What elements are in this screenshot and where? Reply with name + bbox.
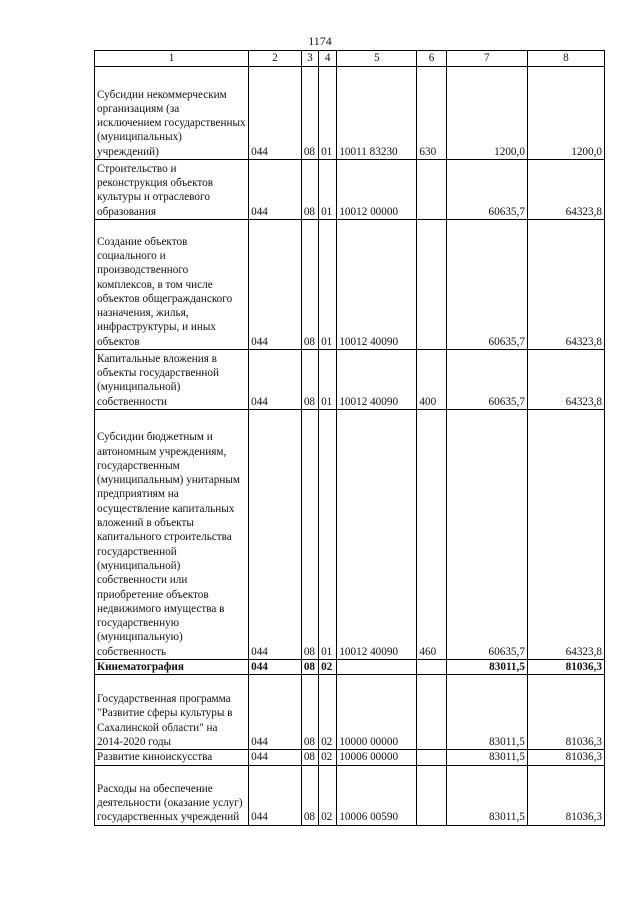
column-header: 2: [249, 51, 302, 67]
row-name-cell: Субсидии некоммерческим организациям (за исключением государственных (муниципальных) учреждений): [95, 67, 249, 160]
row-target-cell: 10012 00000: [337, 160, 417, 220]
row-target-cell: 10006 00590: [337, 765, 417, 825]
row-section-cell: 08: [301, 67, 318, 160]
column-header: 1: [95, 51, 249, 67]
row-subsection-cell: 01: [319, 160, 337, 220]
row-value8-cell: 81036,3: [527, 765, 604, 825]
row-section-cell: 08: [301, 765, 318, 825]
row-value7-cell: 83011,5: [446, 675, 527, 750]
row-target-cell: 10012 40090: [337, 220, 417, 350]
row-code-cell: 044: [249, 350, 302, 410]
table-row: [95, 160, 605, 220]
row-name-cell: Развитие киноискусства: [95, 750, 249, 765]
row-kind-cell: [417, 660, 446, 675]
row-kind-cell: [417, 750, 446, 765]
row-value8-cell: 81036,3: [527, 675, 604, 750]
row-value7-cell: 1200,0: [446, 67, 527, 160]
column-header: 3: [301, 51, 318, 67]
row-value7-cell: 83011,5: [446, 750, 527, 765]
row-subsection-cell: 02: [319, 675, 337, 750]
row-value8-cell: 64323,8: [527, 350, 604, 410]
table-row: [95, 675, 605, 750]
row-code-cell: 044: [249, 765, 302, 825]
row-subsection-cell: 01: [319, 410, 337, 660]
row-target-cell: 10012 40090: [337, 410, 417, 660]
row-subsection-cell: 02: [319, 765, 337, 825]
row-name-cell: Строительство и реконструкция объектов культуры и отраслевого образования: [95, 160, 249, 220]
table-row: [95, 350, 605, 410]
row-name-cell: Капитальные вложения в объекты государственной (муниципальной) собственности: [95, 350, 249, 410]
row-target-cell: 10006 00000: [337, 750, 417, 765]
row-section-cell: 08: [301, 410, 318, 660]
row-kind-cell: 630: [417, 67, 446, 160]
column-header: 5: [337, 51, 417, 67]
table-header-row: [95, 51, 605, 67]
row-subsection-cell: 02: [319, 660, 337, 675]
row-target-cell: 10011 83230: [337, 67, 417, 160]
row-kind-cell: [417, 160, 446, 220]
table-row: [95, 765, 605, 825]
row-value8-cell: 81036,3: [527, 750, 604, 765]
row-name-cell: Государственная программа "Развитие сферы культуры в Сахалинской области" на 2014-2020 годы: [95, 675, 249, 750]
column-header: 8: [527, 51, 604, 67]
row-code-cell: 044: [249, 67, 302, 160]
row-value7-cell: 60635,7: [446, 410, 527, 660]
row-subsection-cell: 02: [319, 750, 337, 765]
row-section-cell: 08: [301, 750, 318, 765]
row-section-cell: 08: [301, 160, 318, 220]
column-header: 6: [417, 51, 446, 67]
row-value8-cell: 64323,8: [527, 220, 604, 350]
row-kind-cell: [417, 675, 446, 750]
row-name-cell: Создание объектов социального и производственного комплексов, в том числе объектов общегражданского назначения, жилья, инфраструктуры, и иных объектов: [95, 220, 249, 350]
row-target-cell: 10012 40090: [337, 350, 417, 410]
row-value7-cell: 60635,7: [446, 220, 527, 350]
row-code-cell: 044: [249, 220, 302, 350]
row-value8-cell: 64323,8: [527, 160, 604, 220]
column-header: 4: [319, 51, 337, 67]
table-row: [95, 220, 605, 350]
row-subsection-cell: 01: [319, 220, 337, 350]
row-value7-cell: 60635,7: [446, 350, 527, 410]
row-code-cell: 044: [249, 675, 302, 750]
row-target-cell: 10000 00000: [337, 675, 417, 750]
row-name-cell: Субсидии бюджетным и автономным учреждениям, государственным (муниципальным) унитарным предприятиям на осуществление капитальных вложений в объекты капитального строительства государственной (муниципальной) собственности или приобретение объектов недвижимого имущества в государственную (муниципальную) собственность: [95, 410, 249, 660]
row-code-cell: 044: [249, 660, 302, 675]
row-name-cell: Расходы на обеспечение деятельности (оказание услуг) государственных учреждений: [95, 765, 249, 825]
row-target-cell: [337, 660, 417, 675]
row-section-cell: 08: [301, 660, 318, 675]
row-kind-cell: [417, 765, 446, 825]
row-kind-cell: 460: [417, 410, 446, 660]
row-section-cell: 08: [301, 675, 318, 750]
row-value7-cell: 60635,7: [446, 160, 527, 220]
row-subsection-cell: 01: [319, 350, 337, 410]
table-row: [95, 410, 605, 660]
page-number: 1174: [308, 34, 332, 48]
column-header: 7: [446, 51, 527, 67]
row-code-cell: 044: [249, 750, 302, 765]
row-subsection-cell: 01: [319, 67, 337, 160]
row-value8-cell: 1200,0: [527, 67, 604, 160]
row-section-cell: 08: [301, 350, 318, 410]
row-code-cell: 044: [249, 160, 302, 220]
budget-table: [94, 50, 605, 826]
table-row: [95, 67, 605, 160]
row-section-cell: 08: [301, 220, 318, 350]
row-value8-cell: 81036,3: [527, 660, 604, 675]
row-value7-cell: 83011,5: [446, 765, 527, 825]
table-row: [95, 750, 605, 765]
table-row: [95, 660, 605, 675]
row-kind-cell: [417, 220, 446, 350]
row-code-cell: 044: [249, 410, 302, 660]
row-value7-cell: 83011,5: [446, 660, 527, 675]
row-name-cell: Кинематография: [95, 660, 249, 675]
row-kind-cell: 400: [417, 350, 446, 410]
row-value8-cell: 64323,8: [527, 410, 604, 660]
